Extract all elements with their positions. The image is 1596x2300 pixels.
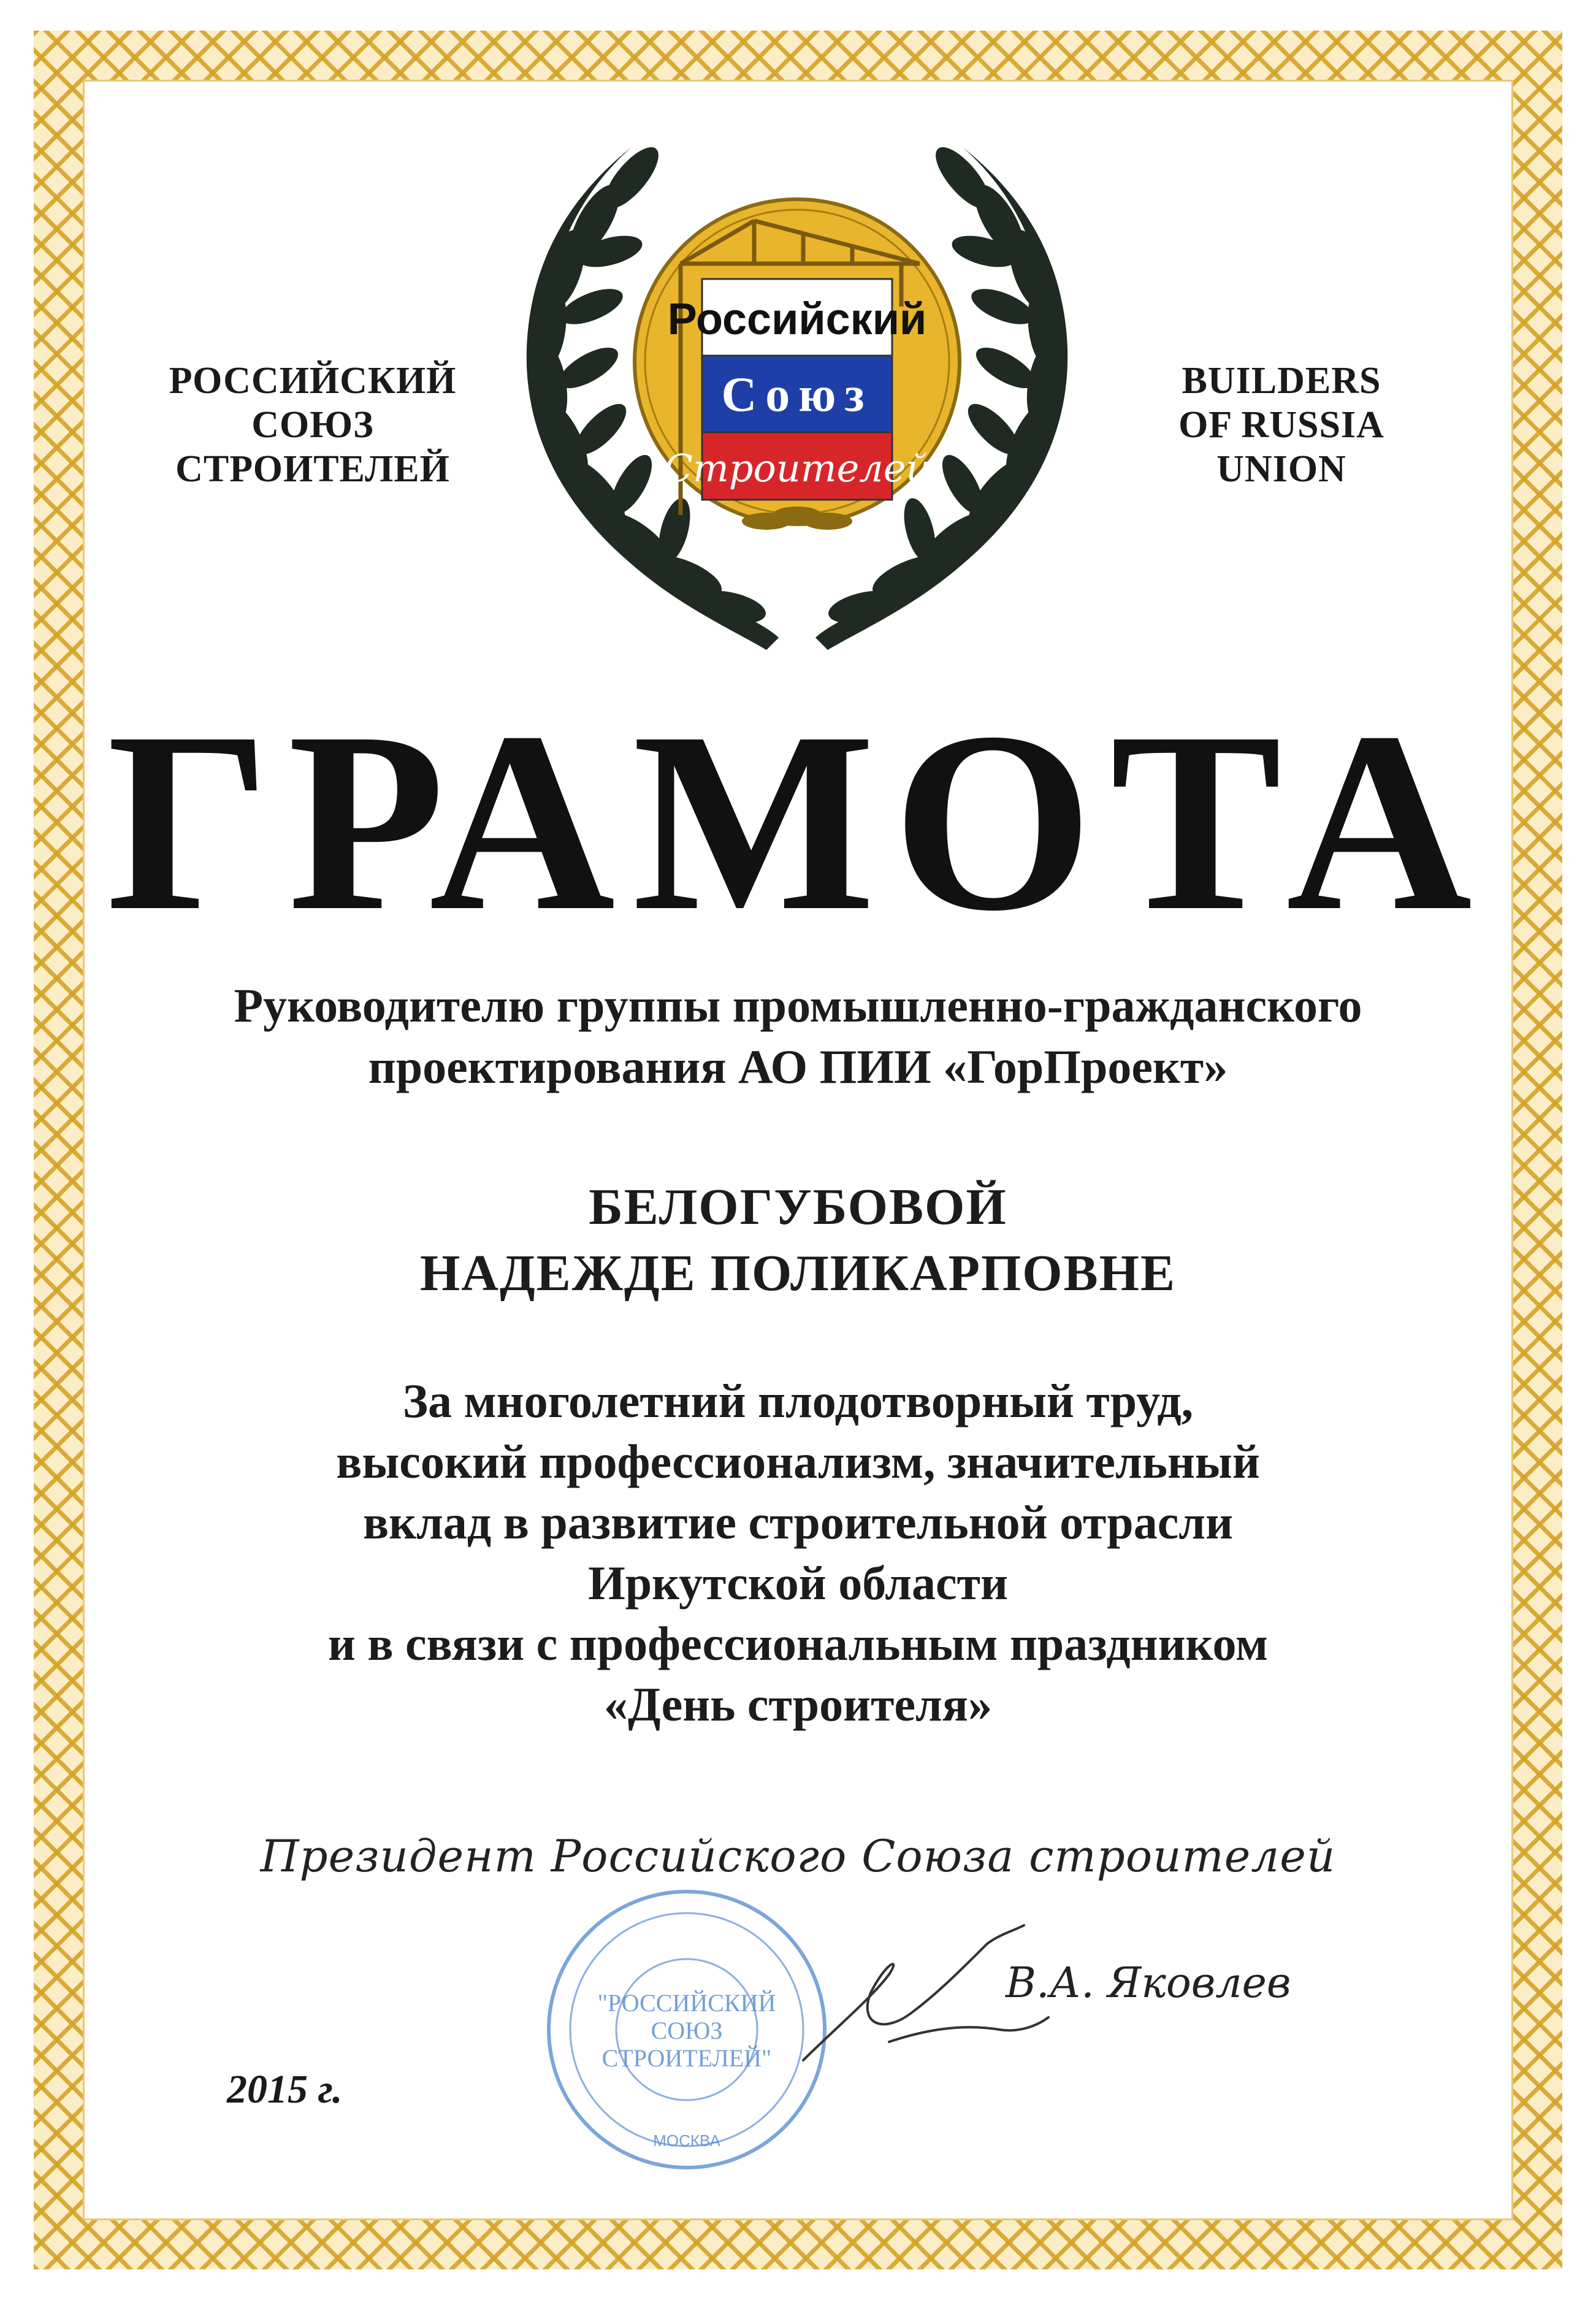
emblem-medallion xyxy=(635,199,960,530)
certificate-year: 2015 г. xyxy=(227,2067,343,2112)
signatory-name: В.А. Яковлев xyxy=(1006,1959,1291,2008)
stamp-city: МОСКВА xyxy=(653,2131,720,2150)
certificate-title: ГРАМОТА xyxy=(107,679,1489,964)
union-emblem xyxy=(478,123,1116,662)
emblem-line-2: Союз xyxy=(721,368,873,422)
award-reason: За многолетний плодотворный труд, высокий профессионализм, значительный вклад в развитие строительной отрасли Иркутской области и в связи с профессиональным праздником «День строителя» xyxy=(327,1374,1269,1731)
stamp-line-3: СТРОИТЕЛЕЙ" xyxy=(601,2044,772,2072)
emblem-line-3: Строителей xyxy=(663,446,931,491)
recipient-position: Руководителю группы промышленно-гражданского проектирования АО ПИИ «ГорПроект» xyxy=(234,979,1362,1093)
org-name-english: BUILDERS OF RUSSIA UNION xyxy=(1178,360,1384,490)
stamp-line-2: СОЮЗ xyxy=(651,2017,723,2044)
president-label: Президент Российского Союза строителей xyxy=(260,1830,1336,1882)
emblem-line-1: Российский xyxy=(667,295,927,344)
org-name-russian: РОССИЙСКИЙ СОЮЗ СТРОИТЕЛЕЙ xyxy=(169,360,457,490)
stamp-line-1: "РОССИЙСКИЙ xyxy=(597,1989,776,2017)
recipient-name: БЕЛОГУБОВОЙ НАДЕЖДЕ ПОЛИКАРПОВНЕ xyxy=(419,1179,1177,1302)
